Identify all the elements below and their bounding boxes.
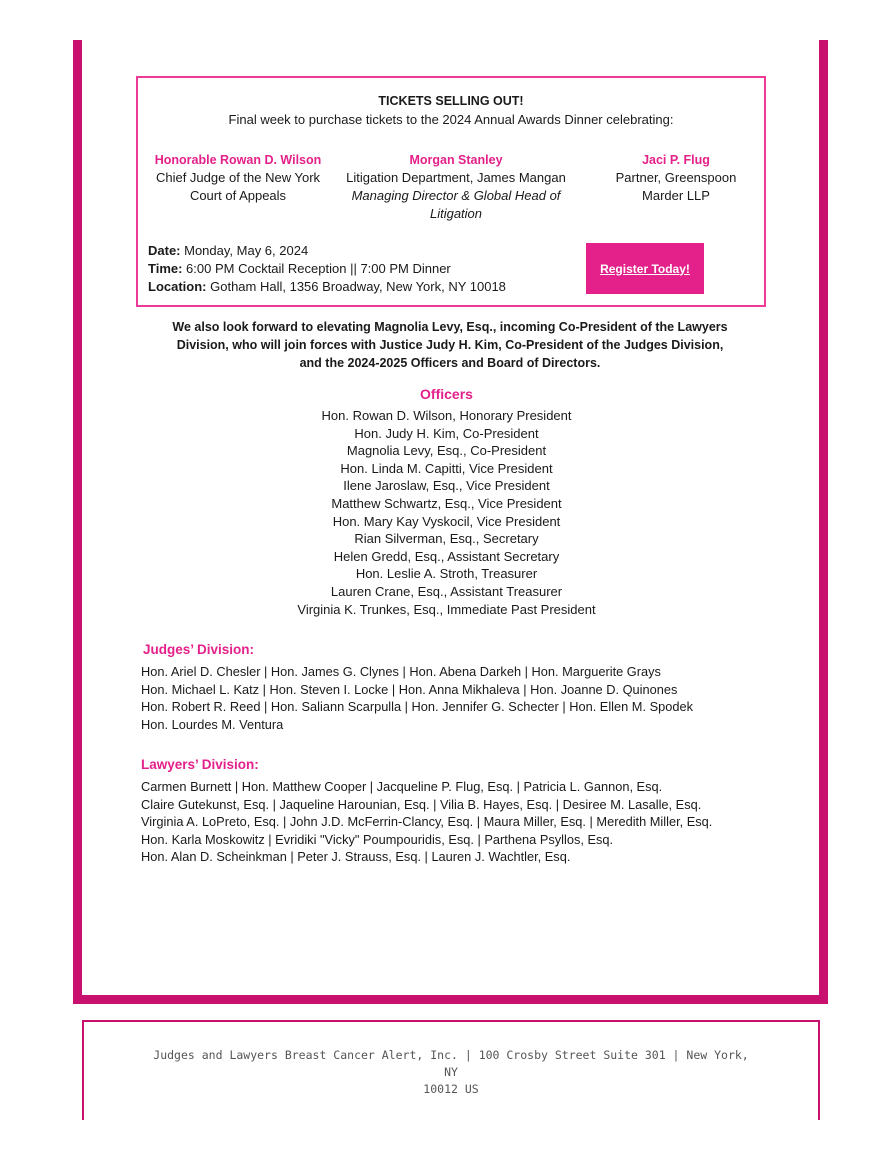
- honoree-role: Marder LLP: [642, 188, 710, 203]
- officer-item: Hon. Mary Kay Vyskocil, Vice President: [332, 513, 561, 529]
- elevate-line: and the 2024-2025 Officers and Board of Directors.: [299, 356, 601, 370]
- officer-item: Rian Silverman, Esq., Secretary: [354, 531, 539, 547]
- officer-item: Hon. Rowan D. Wilson, Honorary President: [321, 408, 572, 423]
- officer-item: Lauren Crane, Esq., Assistant Treasurer: [330, 583, 563, 599]
- time-label: Time:: [148, 261, 183, 276]
- event-location: [148, 278, 506, 296]
- elevate-line: Division, who will join forces with Justice Judy H. Kim, Co-President of the Judges Division,: [176, 338, 724, 352]
- honoree-wilson: [148, 151, 328, 205]
- location-label: Location:: [148, 279, 207, 294]
- officer-item: Magnolia Levy, Esq., Co-President: [346, 443, 547, 459]
- lawyers-line: Hon. Alan D. Scheinkman | Peter J. Strauss, Esq. | Lauren J. Wachtler, Esq.: [141, 849, 571, 864]
- footer-box: [82, 1020, 820, 1120]
- officer-item: Hon. Leslie A. Stroth, Treasurer: [355, 566, 538, 582]
- officer-item: Hon. Linda M. Capitti, Vice President: [340, 460, 553, 476]
- judges-line: Hon. Robert R. Reed | Hon. Saliann Scarpulla | Hon. Jennifer G. Schecter | Hon. Ellen M. Spodek: [141, 699, 693, 714]
- officers-list: [0, 407, 893, 618]
- footer-address: [144, 1047, 758, 1098]
- judges-division-list: [141, 663, 781, 733]
- elevate-line: We also look forward to elevating Magnolia Levy, Esq., incoming Co-President of the Lawyers: [172, 320, 728, 334]
- event-details: [148, 242, 506, 296]
- lawyers-line: Carmen Burnett | Hon. Matthew Cooper | Jacqueline P. Flug, Esq. | Patricia L. Gannon, Esq.: [141, 779, 663, 794]
- honoree-role: Managing Director & Global Head of: [351, 188, 561, 203]
- officer-item: Hon. Judy H. Kim, Co-President: [354, 425, 539, 441]
- officers-heading: Officers: [420, 386, 473, 402]
- judges-line: Hon. Lourdes M. Ventura: [141, 716, 284, 732]
- officer-item: Matthew Schwartz, Esq., Vice President: [331, 495, 562, 511]
- honoree-role: Partner, Greenspoon: [615, 170, 737, 185]
- judges-division-heading: Judges’ Division:: [143, 642, 255, 657]
- judges-line: Hon. Ariel D. Chesler | Hon. James G. Clynes | Hon. Abena Darkeh | Hon. Marguerite Grays: [141, 664, 661, 679]
- date-label: Date:: [148, 243, 181, 258]
- honoree-role: Court of Appeals: [189, 188, 287, 203]
- lawyers-line: Virginia A. LoPreto, Esq. | John J.D. McFerrin-Clancy, Esq. | Maura Miller, Esq. | Meredith Miller, Esq.: [141, 814, 713, 829]
- date-value: Monday, May 6, 2024: [180, 243, 309, 258]
- time-value: 6:00 PM Cocktail Reception || 7:00 PM Dinner: [182, 261, 451, 276]
- officer-item: Helen Gredd, Esq., Assistant Secretary: [333, 548, 560, 564]
- officer-item: Virginia K. Trunkes, Esq., Immediate Past President: [297, 601, 596, 617]
- footer-line: 10012 US: [423, 1082, 479, 1096]
- elevate-announcement: [140, 318, 760, 372]
- location-value: Gotham Hall, 1356 Broadway, New York, NY 10018: [206, 279, 506, 294]
- honoree-morgan-stanley: [336, 151, 576, 223]
- judges-line: Hon. Michael L. Katz | Hon. Steven I. Locke | Hon. Anna Mikhaleva | Hon. Joanne D. Quinones: [141, 681, 678, 697]
- register-button[interactable]: Register Today!: [586, 243, 704, 294]
- honoree-role: Chief Judge of the New York: [155, 170, 321, 185]
- lawyers-division-heading: Lawyers’ Division:: [141, 757, 259, 772]
- lawyers-division-list: [141, 778, 791, 866]
- honoree-name: Morgan Stanley: [409, 153, 503, 167]
- tickets-subheading: Final week to purchase tickets to the 2024 Annual Awards Dinner celebrating:: [228, 112, 674, 127]
- tickets-box: [136, 76, 766, 307]
- event-date: [148, 242, 506, 260]
- footer-line: Judges and Lawyers Breast Cancer Alert, Inc. | 100 Crosby Street Suite 301 | New York, NY: [153, 1048, 749, 1079]
- honoree-flug: [596, 151, 756, 205]
- officer-item: Ilene Jaroslaw, Esq., Vice President: [343, 478, 550, 494]
- honoree-name: Jaci P. Flug: [642, 153, 710, 167]
- lawyers-line: Hon. Karla Moskowitz | Evridiki "Vicky" Poumpouridis, Esq. | Parthena Psyllos, Esq.: [141, 831, 614, 847]
- honoree-role: Litigation Department, James Mangan: [346, 170, 566, 185]
- event-time: [148, 260, 506, 278]
- honoree-name: Honorable Rowan D. Wilson: [154, 153, 322, 167]
- tickets-heading: TICKETS SELLING OUT!: [378, 94, 524, 108]
- lawyers-line: Claire Gutekunst, Esq. | Jaqueline Harounian, Esq. | Vilia B. Hayes, Esq. | Desiree M. Lasalle, Esq.: [141, 796, 702, 812]
- honoree-role: Litigation: [429, 206, 483, 221]
